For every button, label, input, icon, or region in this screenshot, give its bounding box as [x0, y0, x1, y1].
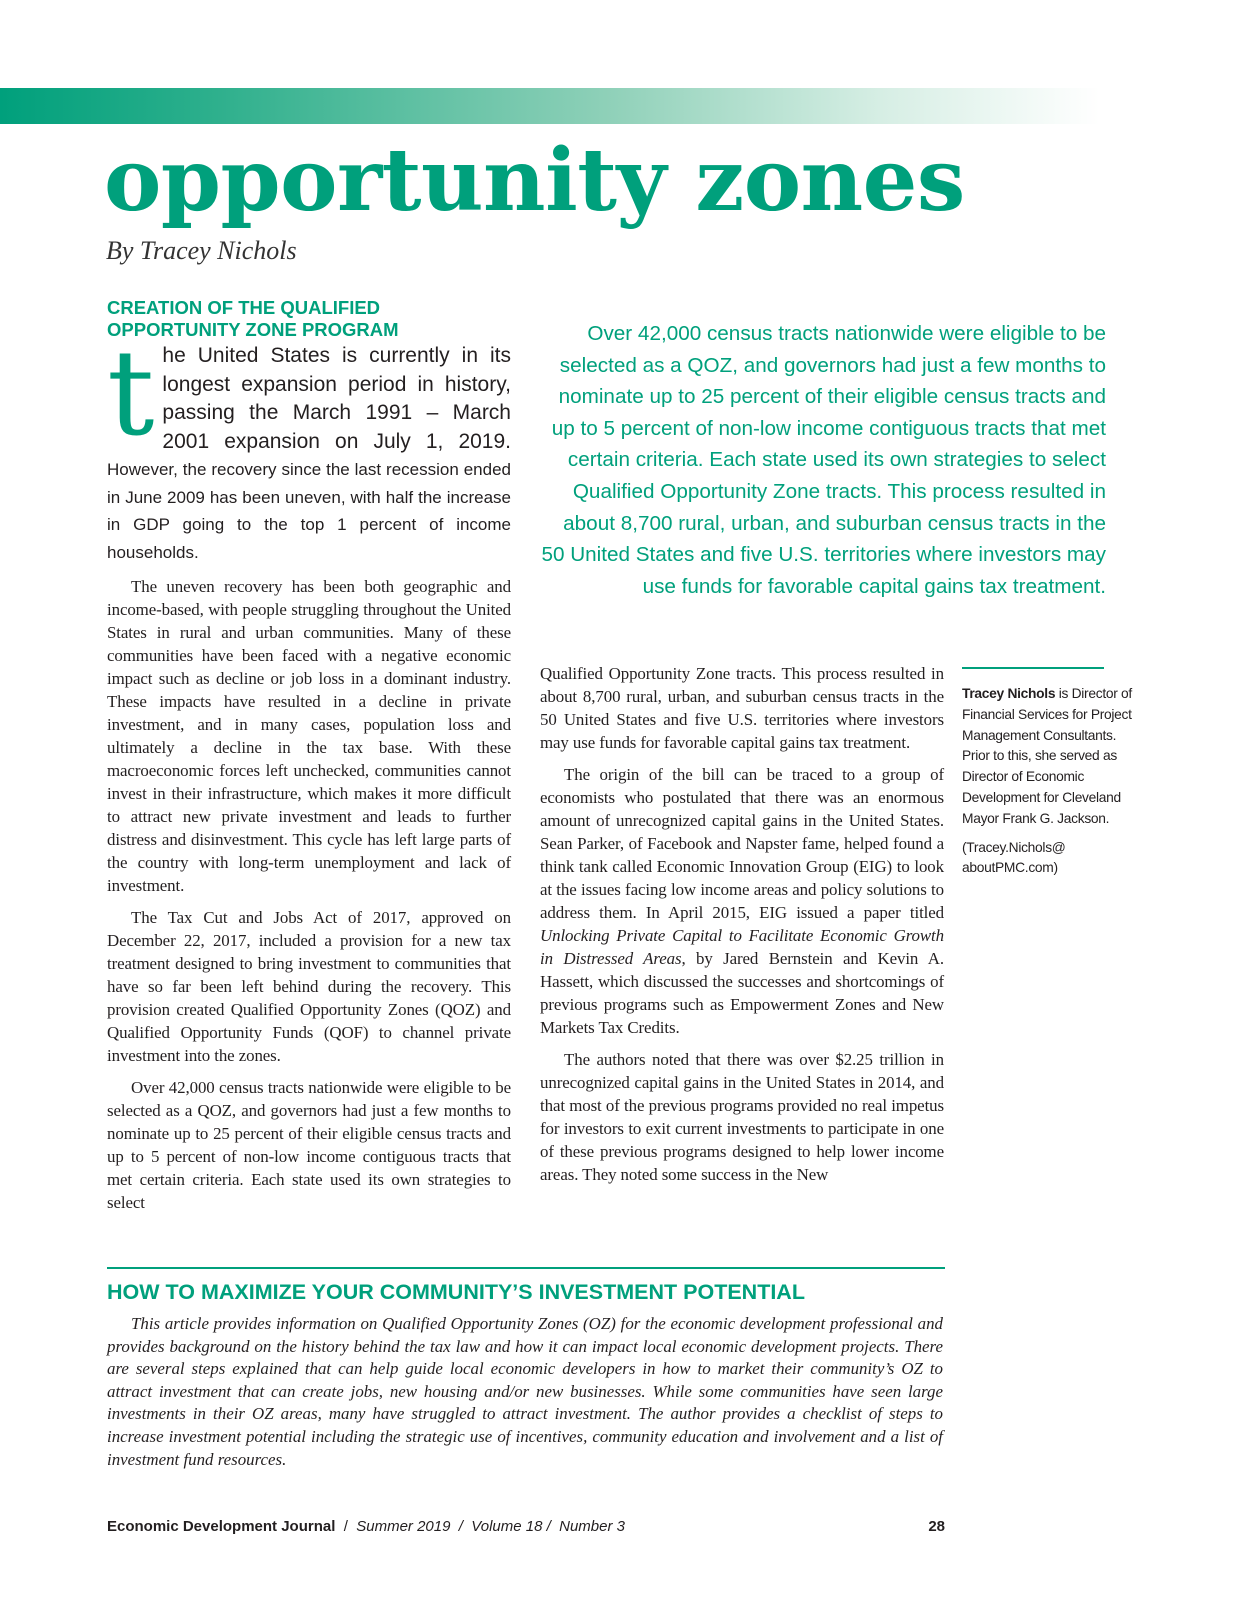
section-heading-line-1: CREATION OF THE QUALIFIED	[107, 297, 381, 318]
body-text: The origin of the bill can be traced to a group of economists who postulated that there was an enormous amount of unrecognized capital gains in the United States. Sean Parker, of Facebook and Napster fame, helped found a think tank called Economic Innovation Group (EIG) to look at the issues facing low income areas and policy solutions to address them. In April 2015, EIG issued a paper titled	[540, 765, 944, 922]
summary-divider	[107, 1267, 945, 1269]
lead-rest-text: However, the recovery since the last recession ended in June 2009 has been uneven, with half the increase in GDP going to the top 1 percent of income households.	[107, 460, 511, 562]
drop-cap: t	[107, 324, 155, 462]
page-footer	[107, 1518, 945, 1535]
article-title: opportunity zones	[104, 130, 965, 231]
body-text: , by Jared Bernstein and Kevin A. Hassett, which discussed the successes and shortcomings of previous programs such as Empowerment Zones and New Markets Tax Credits.	[540, 949, 944, 1037]
journal-name: Economic Development Journal	[107, 1518, 336, 1535]
body-paragraph: Qualified Opportunity Zone tracts. This process resulted in about 8,700 rural, urban, and suburban census tracts in the 50 United States and five U.S. territories where investors may use funds for favorable capital gains tax treatment.	[540, 664, 944, 752]
section-heading	[107, 297, 527, 341]
author-bio-body: is Director of Financial Services for Project Management Consultants. Prior to this, she served as Director of Economic Development for Cleveland Mayor Frank G. Jackson.	[962, 686, 1132, 826]
author-bio	[962, 684, 1132, 879]
footer-separator: /	[335, 1518, 357, 1535]
body-paragraph: The Tax Cut and Jobs Act of 2017, approved on December 22, 2017, included a provision for a new tax treatment designed to bring investment to communities that have so far been left behind during the recovery. This provision created Qualified Opportunity Zones (QOZ) and Qualified Opportunity Funds (QOF) to channel private investment into the zones.	[107, 908, 511, 1065]
author-name: Tracey Nichols	[962, 686, 1056, 701]
section-heading-line-2: OPPORTUNITY ZONE PROGRAM	[107, 319, 399, 340]
author-divider	[962, 667, 1104, 669]
issue-info: Summer 2019 / Volume 18 / Number 3	[356, 1518, 625, 1535]
pull-quote: Over 42,000 census tracts nationwide were eligible to be selected as a QOZ, and governors had just a few months to nominate up to 25 percent of their eligible census tracts and up to 5 percent of non-low income contiguous tracts that met certain criteria. Each state used its own strategies to select Qualified Opportunity Zone tracts. This process resulted in about 8,700 rural, urban, and suburban census tracts in the 50 United States and five U.S. territories where investors may use funds for favorable capital gains tax treatment.	[541, 322, 1106, 598]
author-email[interactable]	[962, 838, 1132, 880]
lead-large-text: he United States is currently in its longest expansion period in history, passing the March 1991 – March 2001 expansion on July 1, 2019.	[162, 344, 511, 453]
author-email-line-1: (Tracey.Nichols@	[962, 839, 1066, 855]
summary-text: This article provides information on Qualified Opportunity Zones (OZ) for the economic development professional and provides background on the history behind the tax law and how it can impact local economic development projects. There are several steps explained that can help guide local economic developers in how to market their community’s OZ to attract investment that can create jobs, new housing and/or new businesses. While some communities have seen large investments in their OZ areas, many have struggled to attract investment. The author provides a checklist of steps to increase investment potential including the strategic use of incentives, community education and involvement and a list of investment fund resources.	[107, 1314, 943, 1469]
paper-title: Unlocking Private Capital to Facilitate Economic Growth in Distressed Areas	[540, 926, 944, 968]
article-byline: By Tracey Nichols	[106, 236, 297, 265]
column-2	[540, 662, 944, 1186]
body-paragraph: The uneven recovery has been both geographic and income-based, with people struggling throughout the United States in rural and urban communities. Many of these communities have been faced with a negative economic impact such as decline or job loss in a dominant industry. These impacts have resulted in a decline in private investment, and in many cases, population loss and ultimately a decline in the tax base. With these macroeconomic forces left unchecked, communities cannot invest in their infrastructure, which makes it more difficult to attract new private investment and leads to further distress and disinvestment. This cycle has left large parts of the country with long-term unemployment and lack of investment.	[107, 577, 511, 895]
body-paragraph: Over 42,000 census tracts nationwide were eligible to be selected as a QOZ, and governors had just a few months to nominate up to 25 percent of their eligible census tracts and up to 5 percent of non-low income contiguous tracts that met certain criteria. Each state used its own strategies to select	[107, 1078, 511, 1212]
body-paragraph	[540, 763, 944, 1039]
author-email-line-2: aboutPMC.com)	[962, 860, 1058, 876]
header-color-band	[0, 88, 1100, 124]
page-number: 28	[928, 1518, 945, 1535]
summary-heading: HOW TO MAXIMIZE YOUR COMMUNITY’S INVESTMENT POTENTIAL	[107, 1280, 805, 1304]
author-bio-text	[962, 684, 1132, 830]
body-paragraph: The authors noted that there was over $2.25 trillion in unrecognized capital gains in the United States in 2014, and that most of the previous programs provided no real impetus for investors to exit current investments to participate in one of these previous programs designed to help lower income areas. They noted some success in the New	[540, 1050, 944, 1184]
